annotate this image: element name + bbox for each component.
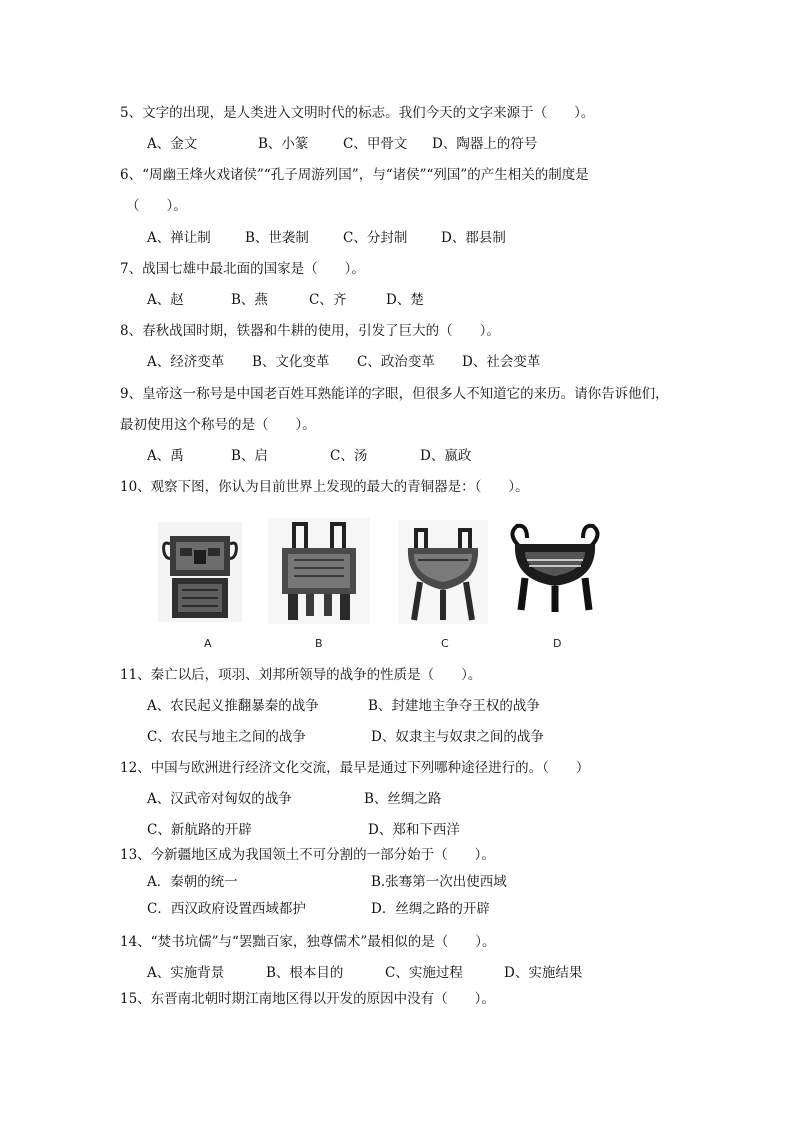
q6-option-b: B、世袭制: [245, 230, 309, 246]
q9-option-b: B、启: [231, 448, 268, 464]
question-15-stem: 15、东晋南北朝时期江南地区得以开发的原因中没有（ ）。: [120, 991, 495, 1007]
bronze-vessel-b-image: [268, 518, 370, 624]
question-13-stem: 13、今新疆地区成为我国领土不可分割的一部分始于（ ）。: [120, 847, 495, 863]
q7-option-c: C、齐: [309, 292, 347, 308]
q8-option-c: C、政治变革: [357, 354, 435, 370]
q11-option-c: C、农民与地主之间的战争: [147, 729, 306, 745]
q13-option-a: A．秦朝的统一: [147, 874, 238, 890]
q12-option-d: D、郑和下西洋: [368, 822, 460, 838]
q5-option-c: C、甲骨文: [343, 136, 408, 152]
q7-option-d: D、楚: [386, 292, 424, 308]
q14-option-c: C、实施过程: [385, 965, 463, 981]
q12-option-a: A、汉武帝对匈奴的战争: [147, 791, 292, 807]
q11-option-b: B、封建地主争夺王权的战争: [368, 698, 540, 714]
question-8-stem: 8、春秋战国时期，铁器和牛耕的使用，引发了巨大的（ ）。: [120, 323, 500, 339]
q14-option-b: B、根本目的: [266, 965, 344, 981]
question-14-stem: 14、“焚书坑儒”与“罢黜百家，独尊儒术”最相似的是（ ）。: [120, 934, 496, 950]
q5-option-d: D、陶器上的符号: [432, 136, 538, 152]
question-7-stem: 7、战国七雄中最北面的国家是（ ）。: [120, 261, 365, 277]
question-9-stem-line1: 9、皇帝这一称号是中国老百姓耳熟能详的字眼，但很多人不知道它的来历。请你告诉他们，: [120, 386, 669, 402]
q13-option-d: D．丝绸之路的开辟: [371, 901, 490, 917]
vessel-caption-a: A: [204, 637, 212, 650]
q8-option-d: D、社会变革: [462, 354, 541, 370]
q5-option-b: B、小篆: [258, 136, 309, 152]
q6-option-d: D、郡县制: [441, 230, 506, 246]
question-6-stem-line2: （ ）。: [126, 198, 187, 214]
q7-option-b: B、燕: [231, 292, 268, 308]
q9-option-a: A、禹: [147, 448, 184, 464]
q6-option-c: C、分封制: [343, 230, 408, 246]
q7-option-a: A、赵: [147, 292, 184, 308]
q14-option-a: A、实施背景: [147, 965, 225, 981]
q8-option-b: B、文化变革: [252, 354, 330, 370]
question-9-stem-line2: 最初使用这个称号的是（ ）。: [120, 417, 316, 433]
question-11-stem: 11、秦亡以后，项羽、刘邦所领导的战争的性质是（ ）。: [120, 667, 482, 683]
q12-option-c: C、新航路的开辟: [147, 822, 252, 838]
q9-option-d: D、嬴政: [420, 448, 472, 464]
q6-option-a: A、禅让制: [147, 230, 211, 246]
q13-option-c: C．西汉政府设置西域都护: [147, 901, 306, 917]
vessel-caption-b: B: [315, 637, 323, 650]
q9-option-c: C、汤: [330, 448, 368, 464]
q11-option-d: D、奴隶主与奴隶之间的战争: [371, 729, 544, 745]
vessel-caption-d: D: [553, 637, 562, 650]
question-10-stem: 10、观察下图，你认为目前世界上发现的最大的青铜器是：（ ）。: [120, 479, 529, 495]
bronze-vessel-a-image: [158, 522, 242, 622]
vessel-caption-c: C: [441, 637, 449, 650]
q12-option-b: B、丝绸之路: [364, 791, 442, 807]
q5-option-a: A、金文: [147, 136, 198, 152]
q14-option-d: D、实施结果: [504, 965, 583, 981]
bronze-vessel-c-image: [398, 520, 488, 624]
q13-option-b: B.张骞第一次出使西域: [371, 874, 507, 890]
q11-option-a: A、农民起义推翻暴秦的战争: [147, 698, 319, 714]
q8-option-a: A、经济变革: [147, 354, 225, 370]
bronze-vessel-d-image: [505, 520, 605, 618]
question-5-stem: 5、文字的出现，是人类进入文明时代的标志。我们今天的文字来源于（ ）。: [120, 105, 595, 121]
question-12-stem: 12、中国与欧洲进行经济文化交流，最早是通过下列哪种途径进行的。（ ）: [120, 760, 590, 776]
question-6-stem-line1: 6、“周幽王烽火戏诸侯”“孔子周游列国”，与“诸侯”“列国”的产生相关的制度是: [120, 167, 589, 183]
